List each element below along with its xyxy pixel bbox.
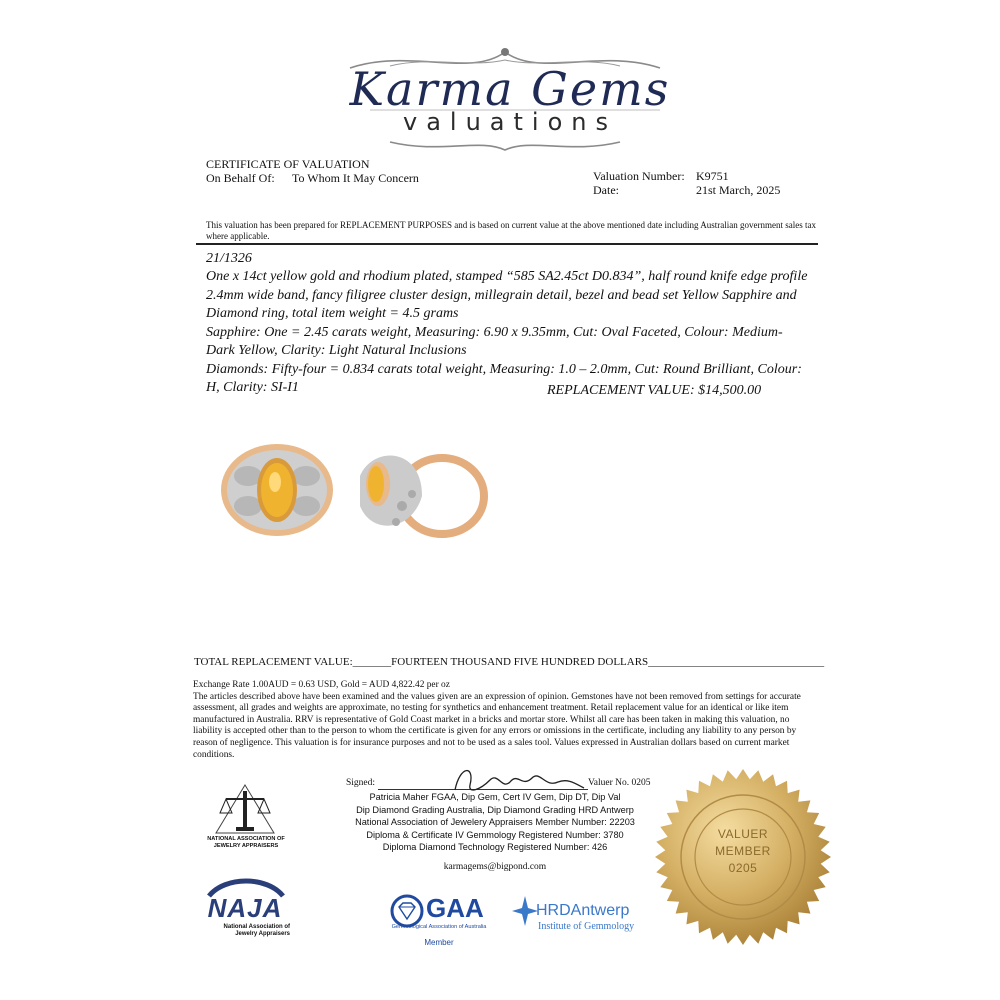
credential-line: Patricia Maher FGAA, Dip Gem, Cert IV Gem, Dip DT, Dip Val [369, 792, 621, 802]
naja-logo-text: NAJA [207, 893, 283, 923]
valuation-number-label: Valuation Number: [593, 169, 685, 183]
disclaimer-line: The articles described above have been examined and the values given are an expression of opinion. Gemstones have not been removed from settings for accurate [193, 691, 801, 702]
credential-line: National Association of Jewelery Appraisers Member Number: 22203 [355, 817, 635, 828]
gaa-logo-sub: Gemmological Association of Australia [391, 924, 487, 930]
item-description [206, 268, 826, 398]
disclaimer-line: reason of negligence. This valuation is for insurance purposes and not to be used as a sales tool. Values expressed in Australian dollars based on current market [193, 737, 790, 748]
disclaimer-line: conditions. [193, 749, 235, 760]
gaa-member-label: Member [424, 938, 454, 947]
gaa-logo-text: GAA [426, 893, 484, 923]
description-line: Dark Yellow, Clarity: Light Natural Inclusions [206, 343, 467, 358]
naja-small-label: NATIONAL ASSOCIATION OF JEWELRY APPRAISERS [207, 836, 285, 849]
total-replacement-value: TOTAL REPLACEMENT VALUE:_______FOURTEEN THOUSAND FIVE HUNDRED DOLLARS________________________________ [194, 656, 825, 668]
brand-sub: valuations [403, 108, 617, 136]
disclaimer-line: assessment, all grades and weights are approximate, no testing for synthetics and enhancement treatment. Retail replacement value for an identical or like item [193, 703, 789, 714]
item-ref: 21/1326 [206, 251, 252, 266]
replacement-value: REPLACEMENT VALUE: $14,500.00 [547, 383, 762, 398]
description-line: Diamond ring, total item weight = 4.5 grams [206, 306, 459, 321]
description-line: 2.4mm wide band, fancy filigree cluster design, millegrain detail, bezel and bead set Yellow Sapphire and [206, 287, 797, 303]
seal-line: VALUER [717, 827, 769, 841]
credential-line: Dip Diamond Grading Australia, Dip Diamond Grading HRD Antwerp [356, 804, 634, 815]
email: karmagems@bigpond.com [443, 862, 547, 872]
header-divider [196, 243, 818, 245]
gaa-diamond-icon [390, 894, 424, 928]
disclaimer-line: manufactured in Australia. RRV is representative of Gold Coast market in a bricks and mortar store. Whilst all care has been taken in making this valuation, no [193, 714, 790, 725]
description-line: H, Clarity: SI-I1 [206, 380, 299, 395]
valuer-number: Valuer No. 0205 [588, 778, 651, 788]
disclaimer-line: liability is accepted other than to the person to whom the certificate is given for any errors or omissions in the certificate, including any liability to any person by [193, 726, 797, 737]
description-line: One x 14ct yellow gold and rhodium plated, stamped “585 SA2.45ct D0.834”, half round knife edge profile [206, 269, 808, 284]
date-value: 21st March, 2025 [696, 183, 781, 197]
valuer-credentials [330, 791, 660, 854]
on-behalf-value: To Whom It May Concern [292, 171, 419, 185]
scales-of-justice-icon [212, 783, 278, 835]
hrd-logo-sub: Institute of Gemmology [538, 921, 635, 932]
valuation-number-value: K9751 [696, 169, 729, 183]
signed-label: Signed: [346, 778, 376, 788]
naja-sub-line: National Association of [223, 924, 290, 930]
purpose-note: This valuation has been prepared for REPLACEMENT PURPOSES and is based on current value at the above mentioned date including Australian government sales tax where applicable. [206, 220, 816, 241]
seal-inner-text [700, 826, 786, 877]
naja-logo-sub [200, 924, 290, 938]
brand-script: Karma Gems [349, 62, 671, 116]
on-behalf-label: On Behalf Of: [206, 171, 275, 185]
ring-photo-front [218, 436, 336, 544]
fine-print [193, 680, 823, 761]
ring-photo-side [352, 436, 492, 544]
naja-sub-line: Jewelry Appraisers [235, 931, 290, 937]
date-label: Date: [593, 183, 619, 197]
seal-line: MEMBER [715, 844, 771, 858]
hrd-star-icon [512, 896, 538, 926]
certificate-title: CERTIFICATE OF VALUATION [206, 157, 370, 171]
description-line: Sapphire: One = 2.45 carats weight, Measuring: 6.90 x 9.35mm, Cut: Oval Faceted, Colour: Medium- [206, 324, 783, 340]
seal-line: 0205 [728, 861, 758, 875]
credential-line: Diploma & Certificate IV Gemmology Registered Number: 3780 [366, 829, 624, 840]
credential-line: Diploma Diamond Technology Registered Number: 426 [382, 842, 608, 853]
description-line: Diamonds: Fifty-four = 0.834 carats total weight, Measuring: 1.0 – 2.0mm, Cut: Round Brilliant, Colour: [206, 361, 802, 377]
exchange-rate: Exchange Rate 1.00AUD = 0.63 USD, Gold = AUD 4,822.42 per oz [193, 680, 450, 690]
hrd-logo-text: HRDAntwerp [536, 902, 630, 919]
